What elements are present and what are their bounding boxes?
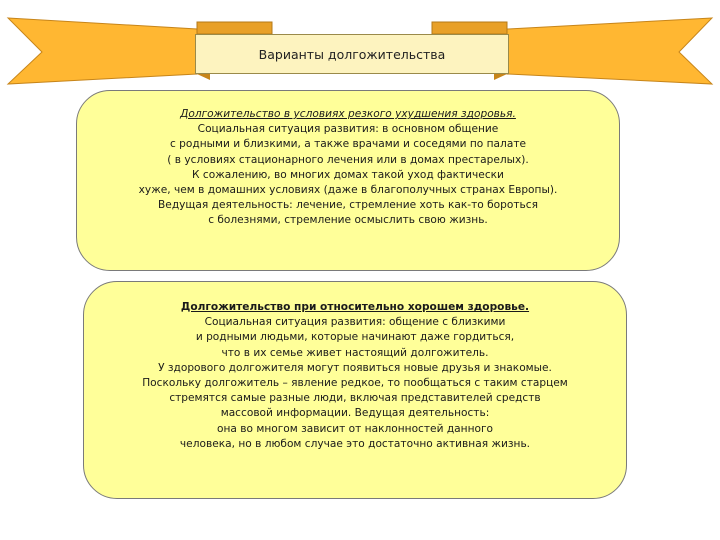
ribbon-left-fold — [197, 22, 272, 34]
page-title-text: Варианты долгожительства — [258, 46, 446, 62]
card-line: Ведущая деятельность: лечение, стремление хоть как-то бороться — [158, 199, 538, 212]
card-line: человека, но в любом случае это достаточно активная жизнь. — [179, 437, 531, 450]
ribbon-left-tail — [8, 18, 197, 84]
ribbon-right-fold — [432, 22, 507, 34]
card-line: с родными и близкими, а также врачами и соседями по палате — [169, 138, 527, 151]
card-heading: Долгожительство в условиях резкого ухудшения здоровья. — [180, 108, 516, 120]
ribbon-right-bottom-fold — [494, 74, 507, 80]
card-line: и родными людьми, которые начинают даже гордиться, — [195, 331, 515, 344]
card-good-health — [83, 281, 627, 499]
card-line: Социальная ситуация развития: в основном общение — [197, 123, 499, 136]
card-line: массовой информации. Ведущая деятельность: — [220, 407, 490, 420]
card-line: Поскольку долгожитель – явление редкое, то пообщаться с таким старцем — [142, 377, 568, 390]
card-line: хуже, чем в домашних условиях (даже в благополучных странах Европы). — [138, 184, 558, 197]
card-line: Социальная ситуация развития: общение с близкими — [204, 316, 506, 329]
card-heading: Долгожительство при относительно хорошем здоровье. — [180, 301, 530, 313]
card-line: с болезнями, стремление осмыслить свою жизнь. — [208, 214, 488, 227]
card-severe-health — [76, 90, 620, 271]
card-line: У здорового долгожителя могут появиться новые друзья и знакомые. — [158, 361, 552, 374]
card-line: стремятся самые разные люди, включая представителей средств — [169, 392, 541, 405]
page-title — [195, 34, 509, 74]
card-line: К сожалению, во многих домах такой уход фактически — [192, 168, 504, 181]
ribbon-right-tail — [507, 18, 712, 84]
card-line: она во многом зависит от наклонностей данного — [216, 422, 494, 435]
card-line: что в их семье живет настоящий долгожитель. — [221, 346, 489, 359]
ribbon-left-bottom-fold — [197, 74, 210, 80]
card-line: ( в условиях стационарного лечения или в домах престарелых). — [167, 153, 529, 166]
